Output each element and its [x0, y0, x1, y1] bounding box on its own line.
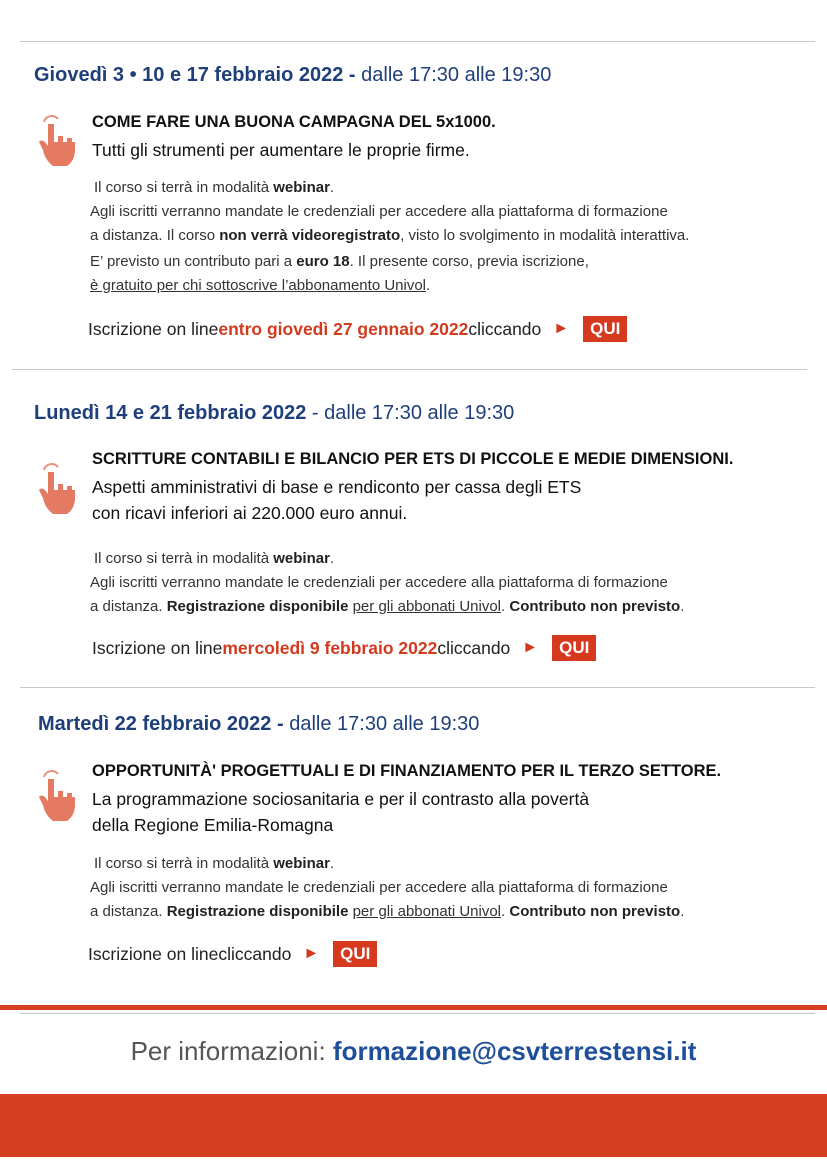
course-3-date: Martedì 22 febbraio 2022 - dalle 17:30 alle 19:30	[38, 713, 480, 735]
course-1-date: Giovedì 3 • 10 e 17 febbraio 2022 - dalle 17:30 alle 19:30	[34, 64, 552, 86]
play-arrow-icon: ►	[303, 945, 320, 962]
course-2-description: Il corso si terrà in modalità webinar. Agli iscritti verranno mandate le credenziali per accedere alla piattaforma di formazione a distanza. Registrazione disponibile per gli abbonati Univol. Contributo non previsto.	[90, 550, 685, 615]
play-arrow-icon: ►	[522, 639, 539, 656]
footer-divider	[0, 1005, 827, 1010]
course-3-subtitle: La programmazione sociosanitaria e per il contrasto alla povertà della Regione Emilia-Romagna	[92, 789, 590, 835]
course-3-description: Il corso si terrà in modalità webinar. Agli iscritti verranno mandate le credenziali per accedere alla piattaforma di formazione a distanza. Registrazione disponibile per gli abbonati Univol. Contributo non previsto.	[90, 855, 685, 920]
course-1-description: Il corso si terrà in modalità webinar. Agli iscritti verranno mandate le credenziali per accedere alla piattaforma di formazione a distanza. Il corso non verrà videoregistrato, visto lo svolgimento in modalità interattiva. E’ previsto un contributo pari a euro 18. Il presente corso, previa iscrizione, è gratuito per chi sottoscrive l’abbonamento Univol.	[90, 179, 690, 294]
footer-thin-divider	[20, 1013, 815, 1014]
signup-button-course-1[interactable]: QUI	[583, 316, 627, 342]
course-1-signup: Iscrizione on line entro giovedì 27 gennaio 2022 cliccando ► QUI	[88, 316, 627, 342]
pointing-hand-icon	[38, 458, 82, 514]
course-1-title: COME FARE UNA BUONA CAMPAGNA DEL 5x1000.	[92, 113, 496, 131]
divider-1	[12, 369, 807, 370]
contact-email-link[interactable]: formazione@csvterrestensi.it	[332, 1036, 697, 1066]
top-divider	[20, 41, 815, 42]
course-1-subtitle: Tutti gli strumenti per aumentare le proprie firme.	[92, 140, 470, 160]
course-3-title: OPPORTUNITÀ' PROGETTUALI E DI FINANZIAMENTO PER IL TERZO SETTORE.	[92, 762, 722, 780]
play-arrow-icon: ►	[553, 320, 570, 337]
signup-button-course-3[interactable]: QUI	[333, 941, 377, 967]
signup-button-course-2[interactable]: QUI	[552, 635, 596, 661]
course-2-title: SCRITTURE CONTABILI E BILANCIO PER ETS DI PICCOLE E MEDIE DIMENSIONI.	[92, 450, 734, 468]
course-3-signup: Iscrizione on line cliccando ► QUI	[88, 941, 377, 967]
pointing-hand-icon	[38, 110, 82, 166]
bottom-band	[0, 1094, 827, 1157]
pointing-hand-icon	[38, 765, 82, 821]
course-2-signup: Iscrizione on line mercoledì 9 febbraio 2022 cliccando ► QUI	[92, 635, 596, 661]
contact-info: Per informazioni: formazione@csvterrestensi.it	[130, 1036, 697, 1066]
divider-2	[20, 687, 815, 688]
course-2-date: Lunedì 14 e 21 febbraio 2022 - dalle 17:30 alle 19:30	[34, 402, 515, 424]
course-2-subtitle: Aspetti amministrativi di base e rendiconto per cassa degli ETS con ricavi inferiori ai 220.000 euro annui.	[92, 477, 582, 523]
